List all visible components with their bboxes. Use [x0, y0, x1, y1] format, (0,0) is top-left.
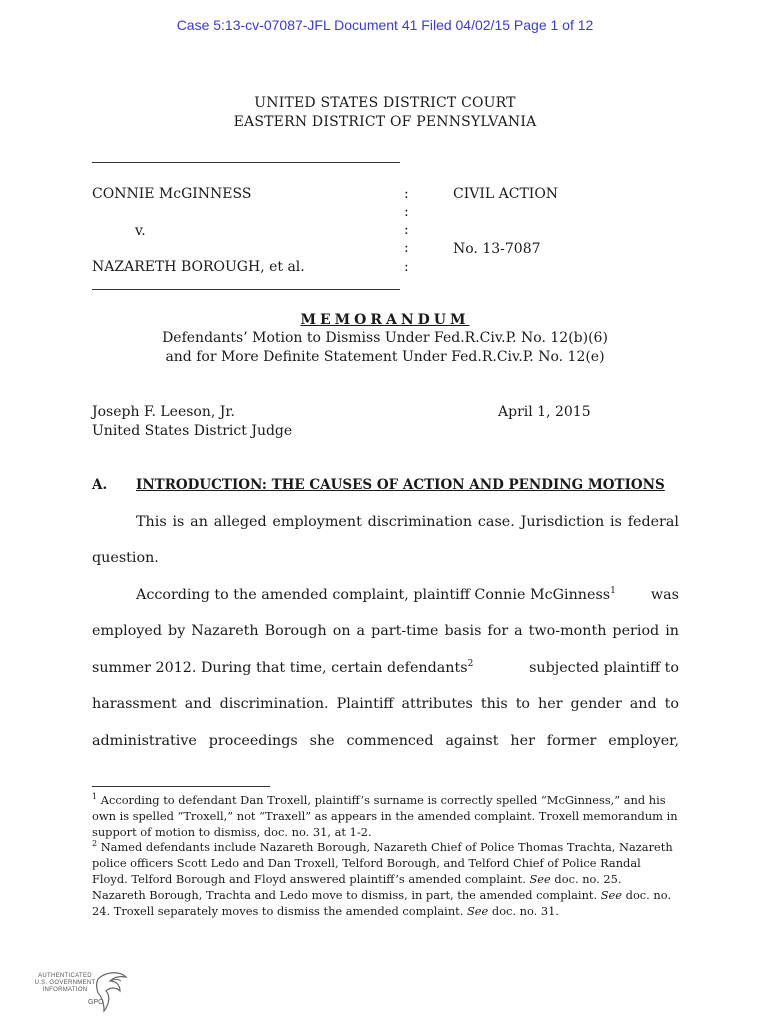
memo-date: April 1, 2015: [498, 404, 591, 420]
footnote-divider: [92, 786, 270, 787]
section-a-header: [92, 477, 665, 493]
body-text-segment: was: [650, 587, 679, 603]
footnote-text: doc. no. 24. Troxell separately moves to dismiss the amended complaint.: [92, 887, 672, 918]
judge-title: United States District Judge: [92, 423, 293, 439]
caption-bottom-rule: [92, 289, 400, 290]
see-signal: See: [600, 887, 623, 902]
case-header-stamp: Case 5:13-cv-07087-JFL Document 41 Filed 04/02/15 Page 1 of 12: [176, 17, 594, 33]
body-line: employed by Nazareth Borough on a part-time basis for a two-month period in: [92, 623, 679, 639]
gpo-line: AUTHENTICATED: [38, 973, 92, 979]
footnote-text: Named defendants include Nazareth Borough, Nazareth Chief of Police Thomas Trachta, Nazareth police officers Scott Ledo and Dan Troxell, Telford Borough, and Telford Chief of Police Randal Floyd. Telford Borough and Floyd answered plaintiff’s amended complaint.: [92, 840, 673, 886]
defendant-name: NAZARETH BOROUGH, et al.: [92, 259, 305, 275]
body-line: [136, 587, 679, 603]
case-number: No. 13-7087: [453, 241, 541, 257]
judge-name: Joseph F. Leeson, Jr.: [92, 404, 235, 420]
caption-colon: :: [404, 240, 409, 256]
plaintiff-name: CONNIE McGINNESS: [92, 186, 252, 202]
body-line: administrative proceedings she commenced against her former employer,: [92, 733, 679, 749]
court-name: UNITED STATES DISTRICT COURT: [254, 95, 516, 111]
eagle-icon: [90, 967, 130, 1017]
footnote-1: [92, 793, 678, 840]
court-district: EASTERN DISTRICT OF PENNSYLVANIA: [233, 114, 537, 130]
body-text-segment: summer 2012. During that time, certain defendants: [92, 660, 468, 676]
body-text-segment: According to the amended complaint, plaintiff Connie McGinness: [136, 587, 611, 603]
footnote-number: 1: [92, 792, 98, 802]
memorandum-subtitle-line1: Defendants’ Motion to Dismiss Under Fed.R.Civ.P. No. 12(b)(6): [162, 330, 608, 346]
footnote-number: 2: [92, 839, 98, 849]
body-line: harassment and discrimination. Plaintiff attributes this to her gender and to: [92, 696, 679, 712]
body-line: question.: [92, 550, 159, 566]
footnote-ref-1[interactable]: 1: [610, 586, 616, 597]
footnote-text: According to defendant Dan Troxell, plaintiff’s surname is correctly spelled “McGinness,” and his own is spelled “Troxell,” not “Traxell” as appears in the amended complaint. Troxell memorandum in support of motion to dismiss, doc. no. 31, at 1-2.: [92, 793, 678, 839]
body-text: [136, 587, 616, 603]
body-line: [92, 660, 679, 676]
footnote-text: doc. no. 25. Nazareth Borough, Trachta and Ledo move to dismiss, in part, the amended complaint.: [92, 871, 622, 902]
footnotes: [92, 793, 678, 919]
caption-colon: :: [404, 204, 409, 220]
versus: v.: [135, 223, 146, 239]
civil-action-label: CIVIL ACTION: [453, 186, 559, 202]
see-signal: See: [466, 903, 489, 918]
caption-colon: :: [404, 222, 409, 238]
body-line: This is an alleged employment discrimination case. Jurisdiction is federal: [136, 514, 679, 530]
see-signal: See: [529, 871, 551, 886]
section-heading: INTRODUCTION: THE CAUSES OF ACTION AND PENDING MOTIONS: [136, 477, 665, 493]
memorandum-subtitle-line2: and for More Definite Statement Under Fed.R.Civ.P. No. 12(e): [165, 349, 605, 365]
caption-colon: :: [404, 259, 409, 275]
footnote-2: [92, 840, 678, 919]
memorandum-title: MEMORANDUM: [300, 312, 470, 328]
footnote-text: doc. no. 31.: [491, 903, 560, 918]
body-text: [92, 660, 473, 676]
caption-top-rule: [92, 162, 400, 163]
caption-colon: :: [404, 186, 409, 202]
footnote-ref-2[interactable]: 2: [467, 659, 474, 670]
gpo-mark: GPO: [88, 999, 104, 1006]
section-letter: A.: [92, 477, 108, 493]
body-text-segment: subjected plaintiff to: [529, 660, 679, 676]
gpo-line: U.S. GOVERNMENT: [34, 980, 96, 986]
gpo-line: INFORMATION: [42, 987, 88, 993]
gpo-authentication-seal: [30, 965, 140, 1020]
